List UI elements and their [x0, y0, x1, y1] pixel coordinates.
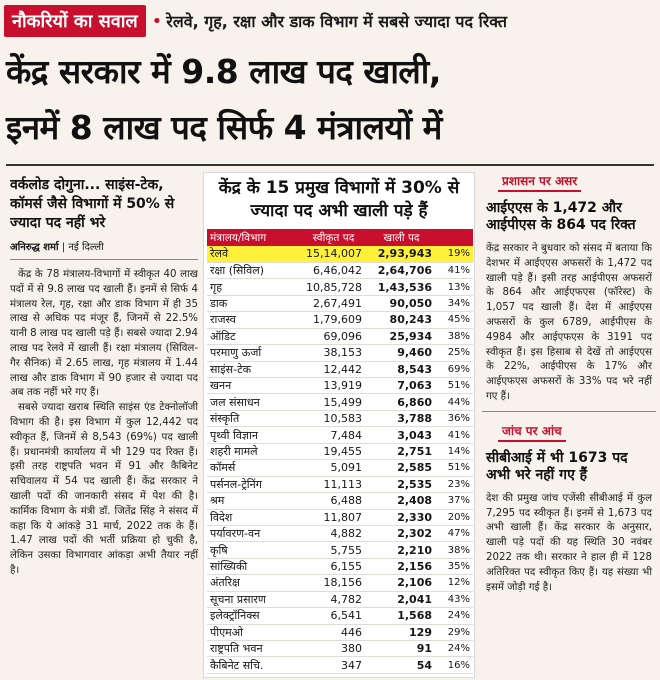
- table-row: [207, 328, 473, 344]
- percent-cell: 13%: [435, 279, 473, 295]
- left-paragraph-1: केंद्र के 78 मंत्रालय-विभागों में स्वीकृत 40 लाख पदों में से 9.8 लाख पद खाली हैं। इनमें से सिर्फ 4 मंत्रालय रेल, गृह, रक्षा और डाक विभाग में ही 35 लाख से अधिक पद मंजूर हैं, जिनमें से 22.5% यानी 8 लाख पद खाली पड़े हैं। सबसे ज्यादा 2.94 लाख पद रेलवे में खाली हैं। रक्षा मंत्रालय (सिविल-गैर सैनिक) में 2.65 लाख, गृह मंत्रालय में 1.44 लाख और डाक विभाग में 90 हजार से ज्यादा पद अब तक नहीं भरे गए हैं।: [10, 269, 198, 399]
- table-row: [207, 410, 473, 426]
- dept-cell: सांख्यिकी: [207, 558, 299, 574]
- vacant-cell: 25,934: [365, 328, 435, 344]
- sanctioned-cell: 38,153: [299, 345, 365, 361]
- header-sanctioned: स्वीकृत पद: [299, 229, 365, 246]
- dept-cell: संस्कृति: [207, 410, 299, 426]
- vacant-cell: 54: [365, 657, 435, 673]
- table-row: [207, 361, 473, 377]
- table-row: [207, 312, 473, 328]
- dept-cell: कैबिनेट सचि.: [207, 657, 299, 673]
- dept-cell: गृह: [207, 279, 299, 295]
- table-row: [207, 295, 473, 311]
- vacant-cell: 3,043: [365, 427, 435, 443]
- vacant-cell: 2,210: [365, 542, 435, 558]
- dept-cell: अंतरिक्ष: [207, 575, 299, 591]
- percent-cell: 44%: [435, 394, 473, 410]
- vacant-cell: 2,408: [365, 493, 435, 509]
- sanctioned-cell: 6,155: [299, 558, 365, 574]
- dept-cell: पर्सनल-ट्रेनिंग: [207, 476, 299, 492]
- sanctioned-cell: 4,882: [299, 525, 365, 541]
- header-vacant: खाली पद: [365, 229, 435, 246]
- table-row: [207, 262, 473, 278]
- sanctioned-cell: 6,46,042: [299, 262, 365, 278]
- vacant-cell: 7,063: [365, 378, 435, 394]
- table-row: [207, 443, 473, 459]
- percent-cell: 23%: [435, 476, 473, 492]
- byline: [10, 239, 198, 260]
- table-row: [207, 591, 473, 607]
- left-body: [10, 268, 198, 579]
- percent-cell: 45%: [435, 312, 473, 328]
- dept-cell: साइंस-टेक: [207, 361, 299, 377]
- dept-cell: डाक: [207, 295, 299, 311]
- ias-ips-headline: आईएएस के 1,472 और आईपीएस के 864 पद रिक्त: [486, 200, 636, 233]
- table-row: [207, 624, 473, 640]
- sanctioned-cell: 2,67,491: [299, 295, 365, 311]
- left-paragraph-2: सबसे ज्यादा खराब स्थिति साइंस एंड टेक्नोलॉजी विभाग की है। इस विभाग में कुल 12,442 पद स्वीकृत हैं, जिनमें से 8,543 (69%) पद खाली हैं। प्रधानमंत्री कार्यालय में भी 129 पद रिक्त हैं। इसी तरह राष्ट्रपति भवन में 91 और कैबिनेट सचिवालय में 54 पद खाली हैं। केंद्र सरकार ने खाली पदों की जानकारी संसद में पेश की है। कार्मिक विभाग के मंत्री डॉ. जितेंद्र सिंह ने संसद में कहा कि ये आंकड़े 31 मार्च, 2022 तक के हैं। 1.47 लाख पदों की भर्ती प्रक्रिया हो चुकी है, लेकिन उसका विभागवार आंकड़ा अभी तैयार नहीं है।: [10, 402, 198, 576]
- vacant-cell: 2,041: [365, 591, 435, 607]
- cbi-body: देश की प्रमुख जांच एजेंसी सीबीआई में कुल 7,295 पद स्वीकृत हैं। इनमें से 1,673 पद अभी खाली हैं। केंद्र सरकार के अनुसार, खाली पड़े पदों की यह स्थिति 30 नवंबर 2022 तक थी। सरकार ने हाल ही में 128 अतिरिक्त पद स्वीकृत किए हैं। यह संख्या भी इसमें जोड़ी गई है।: [486, 492, 652, 593]
- section-text: रेलवे, गृह, रक्षा और डाक विभाग में सबसे ज्यादा पद रिक्त: [166, 12, 507, 31]
- sanctioned-cell: 5,755: [299, 542, 365, 558]
- dept-cell: परमाणु ऊर्जा: [207, 345, 299, 361]
- percent-cell: 51%: [435, 378, 473, 394]
- table-row: [207, 460, 473, 476]
- sanctioned-cell: 7,484: [299, 427, 365, 443]
- vacant-cell: 80,243: [365, 312, 435, 328]
- right-column: [482, 170, 656, 678]
- headline-line-2: इनमें 8 लाख पद सिर्फ 4 मंत्रालयों में: [6, 108, 442, 147]
- percent-cell: 37%: [435, 493, 473, 509]
- sanctioned-cell: 446: [299, 624, 365, 640]
- vacant-cell: 2,330: [365, 509, 435, 525]
- percent-cell: 29%: [435, 624, 473, 640]
- percent-cell: 24%: [435, 608, 473, 624]
- dept-cell: इलेक्ट्रॉनिक्स: [207, 608, 299, 624]
- percent-cell: 41%: [435, 262, 473, 278]
- table-row: [207, 575, 473, 591]
- percent-cell: 41%: [435, 427, 473, 443]
- dept-cell: राजस्व: [207, 312, 299, 328]
- dept-cell: कॉमर्स: [207, 460, 299, 476]
- sanctioned-cell: 4,782: [299, 591, 365, 607]
- vacant-cell: 8,543: [365, 361, 435, 377]
- table-title: केंद्र के 15 प्रमुख विभागों में 30% से ज्यादा पद अभी खाली पड़े हैं: [218, 178, 460, 221]
- sanctioned-cell: 13,919: [299, 378, 365, 394]
- dept-cell: जल संसाधन: [207, 394, 299, 410]
- percent-cell: 35%: [435, 558, 473, 574]
- sanctioned-cell: 11,113: [299, 476, 365, 492]
- kicker-investigation: जांच पर आंच: [498, 422, 566, 442]
- dept-cell: ऑडिट: [207, 328, 299, 344]
- table-row: [207, 509, 473, 525]
- table-row: [207, 378, 473, 394]
- left-subhead: वर्कलोड दोगुना... साइंस-टेक, कॉमर्स जैसे विभागों में 50% से ज्यादा पद नहीं भरे: [10, 177, 175, 231]
- percent-cell: 20%: [435, 509, 473, 525]
- sanctioned-cell: 11,807: [299, 509, 365, 525]
- ias-ips-body: केंद्र सरकार ने बुधवार को संसद में बताया कि देशभर में आईएएस अफसरों के 1,472 पद खाली पड़े हैं। इसी तरह आईपीएस अफसरों के 864 और आईएफएस (फॉरेस्ट) के 1,057 पद खाली हैं। देश में आईएएस अफसरों के कुल 6789, आईपीएस के 4984 और आईएफएस के 3191 पद स्वीकृत हैं। इस हिसाब से देखें तो आईएएस के 22%, आईपीएस के 17% और आईएफएस अफसरों के 33% पद भरे नहीं गए हैं।: [486, 243, 652, 402]
- sanctioned-cell: 1,79,609: [299, 312, 365, 328]
- left-column: [10, 176, 198, 676]
- dept-cell: रक्षा (सिविल): [207, 262, 299, 278]
- headline-line-1: केंद्र सरकार में 9.8 लाख पद खाली,: [6, 52, 441, 91]
- dept-cell: रेलवे: [207, 246, 299, 262]
- table-row: [207, 246, 473, 262]
- section-strip: [0, 0, 660, 42]
- dept-cell: पर्यावरण-वन: [207, 525, 299, 541]
- dept-cell: श्रम: [207, 493, 299, 509]
- sanctioned-cell: 380: [299, 641, 365, 657]
- table-header-row: [207, 229, 473, 246]
- percent-cell: 38%: [435, 328, 473, 344]
- table-row: [207, 279, 473, 295]
- sanctioned-cell: 18,156: [299, 575, 365, 591]
- percent-cell: 47%: [435, 525, 473, 541]
- cbi-headline: सीबीआई में भी 1673 पद अभी भरे नहीं गए हैं: [486, 449, 628, 483]
- dateline: | नई दिल्ली: [61, 242, 104, 253]
- vacant-cell: 2,106: [365, 575, 435, 591]
- vacant-cell: 129: [365, 624, 435, 640]
- table-row: [207, 345, 473, 361]
- percent-cell: 43%: [435, 591, 473, 607]
- table-row: [207, 558, 473, 574]
- sanctioned-cell: 15,499: [299, 394, 365, 410]
- headline-rule: [6, 164, 654, 166]
- sanctioned-cell: 19,455: [299, 443, 365, 459]
- dept-cell: पृथ्वी विज्ञान: [207, 427, 299, 443]
- table-row: [207, 493, 473, 509]
- percent-cell: 19%: [435, 246, 473, 262]
- vacant-cell: 6,860: [365, 394, 435, 410]
- kicker-admin: प्रशासन पर असर: [498, 172, 581, 192]
- sanctioned-cell: 10,583: [299, 410, 365, 426]
- table-row: [207, 608, 473, 624]
- vacant-cell: 3,788: [365, 410, 435, 426]
- table-row: [207, 394, 473, 410]
- section-bullet: •: [151, 10, 163, 32]
- percent-cell: 36%: [435, 410, 473, 426]
- percent-cell: 51%: [435, 460, 473, 476]
- dept-cell: शहरी मामले: [207, 443, 299, 459]
- vacant-cell: 2,585: [365, 460, 435, 476]
- vacancy-table-box: [203, 172, 475, 678]
- table-body: [207, 246, 473, 673]
- dept-cell: राष्ट्रपति भवन: [207, 641, 299, 657]
- vacant-cell: 91: [365, 641, 435, 657]
- sanctioned-cell: 347: [299, 657, 365, 673]
- section-tag: नौकरियों का सवाल: [4, 5, 146, 37]
- header-percent: [435, 229, 473, 246]
- table-row: [207, 525, 473, 541]
- dept-cell: पीएमओ: [207, 624, 299, 640]
- author: अनिरुद्ध शर्मा: [10, 242, 59, 253]
- table-row: [207, 641, 473, 657]
- percent-cell: 38%: [435, 542, 473, 558]
- dept-cell: सूचना प्रसारण: [207, 591, 299, 607]
- sanctioned-cell: 12,442: [299, 361, 365, 377]
- percent-cell: 24%: [435, 641, 473, 657]
- percent-cell: 14%: [435, 443, 473, 459]
- vacant-cell: 1,43,536: [365, 279, 435, 295]
- vacant-cell: 2,93,943: [365, 246, 435, 262]
- vacancy-table: [207, 229, 473, 674]
- percent-cell: 34%: [435, 295, 473, 311]
- vacant-cell: 2,535: [365, 476, 435, 492]
- dept-cell: कृषि: [207, 542, 299, 558]
- vacant-cell: 1,568: [365, 608, 435, 624]
- vacant-cell: 90,050: [365, 295, 435, 311]
- vacant-cell: 2,302: [365, 525, 435, 541]
- table-row: [207, 657, 473, 673]
- sanctioned-cell: 10,85,728: [299, 279, 365, 295]
- vacant-cell: 2,64,706: [365, 262, 435, 278]
- header-dept: मंत्रालय/विभाग: [207, 229, 299, 246]
- sanctioned-cell: 69,096: [299, 328, 365, 344]
- headline: [6, 44, 656, 156]
- table-row: [207, 476, 473, 492]
- vacant-cell: 2,751: [365, 443, 435, 459]
- table-row: [207, 542, 473, 558]
- dept-cell: विदेश: [207, 509, 299, 525]
- percent-cell: 69%: [435, 361, 473, 377]
- table-row: [207, 427, 473, 443]
- sanctioned-cell: 5,091: [299, 460, 365, 476]
- sanctioned-cell: 6,488: [299, 493, 365, 509]
- sanctioned-cell: 15,14,007: [299, 246, 365, 262]
- vacant-cell: 2,156: [365, 558, 435, 574]
- right-divider: [482, 411, 656, 412]
- dept-cell: खनन: [207, 378, 299, 394]
- vacant-cell: 9,460: [365, 345, 435, 361]
- percent-cell: 25%: [435, 345, 473, 361]
- sanctioned-cell: 6,541: [299, 608, 365, 624]
- percent-cell: 16%: [435, 657, 473, 673]
- percent-cell: 12%: [435, 575, 473, 591]
